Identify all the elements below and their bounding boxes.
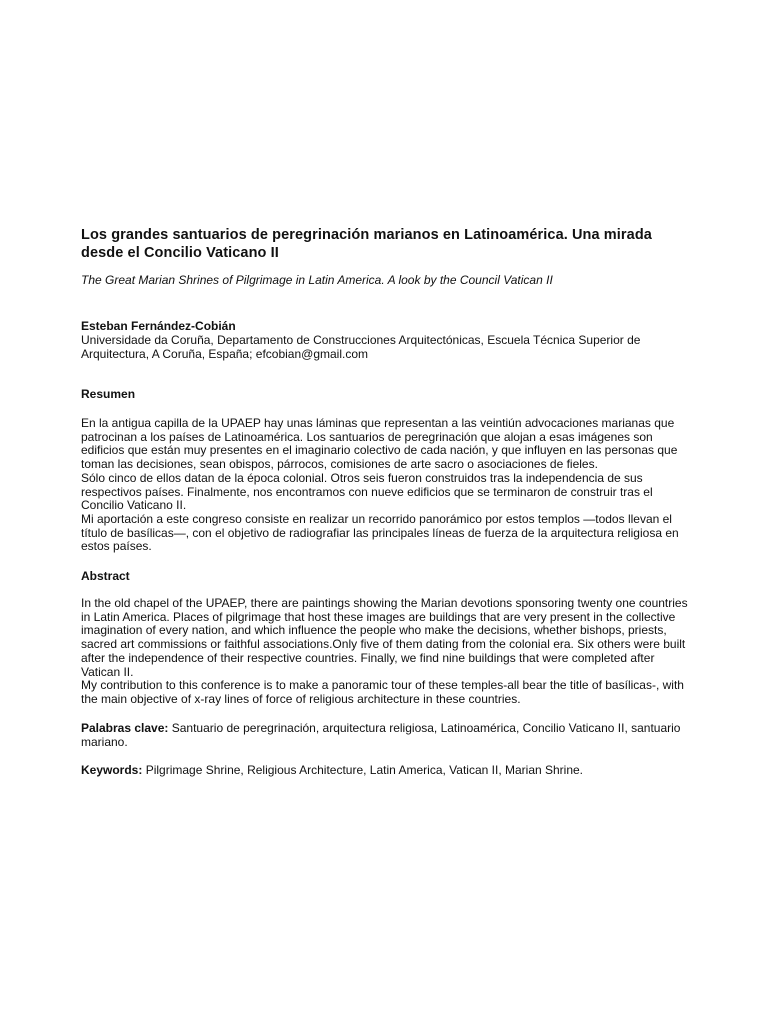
author-affiliation: Universidade da Coruña, Departamento de Construcciones Arquitectónicas, Escuela Técnica Superior de Arquitectura, A Coruña, España; efcobian@gmail.com bbox=[81, 333, 641, 361]
abstract-paragraph-2: My contribution to this conference is to make a panoramic tour of these temples-all bear the title of basílicas-, with the main objective of x-ray lines of force of religious architecture in these countries. bbox=[81, 678, 684, 706]
resumen-paragraph-2: Sólo cinco de ellos datan de la época colonial. Otros seis fueron construidos tras la independencia de sus respectivos países. Finalmente, nos encontramos con nueve edificios que se terminaron de construir tras el Concilio Vaticano II. bbox=[81, 470, 653, 513]
resumen-section bbox=[81, 387, 691, 554]
keywords-label: Keywords: bbox=[81, 762, 143, 777]
keywords bbox=[81, 763, 691, 777]
resumen-paragraph-1: En la antigua capilla de la UPAEP hay unas láminas que representan a las veintiún advocaciones marianas que patrocinan a los países de Latinoamérica. Los santuarios de peregrinación que alojan a esas imágenes son edificios que están muy presentes en el imaginario colectivo de cada nación, y que influyen en las personas que toman las decisiones, sean obispos, párrocos, comisiones de arte sacro o asociaciones de fieles. bbox=[81, 416, 678, 472]
resumen-paragraph-3: Mi aportación a este congreso consiste en realizar un recorrido panorámico por estos templos —todos llevan el título de basílicas—, con el objetivo de radiografiar las principales líneas de fuerza de la arquitectura religiosa en estos países. bbox=[81, 511, 679, 554]
paper-subtitle: The Great Marian Shrines of Pilgrimage in Latin America. A look by the Council Vatican II bbox=[81, 273, 553, 287]
abstract-heading: Abstract bbox=[81, 569, 130, 584]
paper-page bbox=[81, 226, 691, 777]
palabras-clave-text: Santuario de peregrinación, arquitectura religiosa, Latinoamérica, Concilio Vaticano II, santuario mariano. bbox=[81, 720, 681, 749]
abstract-paragraph-1: In the old chapel of the UPAEP, there are paintings showing the Marian devotions sponsoring twenty one countries in Latin America. Places of pilgrimage that host these images are buildings that are very present in the collective imagination of every nation, and which influence the people who make the decisions, whether bishops, priests, sacred art commissions or faithful associations.Only five of them dating from the colonial era. Six others were built after the independence of their respective countries. Finally, we find nine buildings that were completed after Vatican II. bbox=[81, 596, 688, 679]
abstract-section bbox=[81, 569, 691, 707]
author-name: Esteban Fernández-Cobián bbox=[81, 319, 236, 333]
keywords-text: Pilgrimage Shrine, Religious Architecture, Latin America, Vatican II, Marian Shrine. bbox=[145, 762, 584, 777]
palabras-clave-label: Palabras clave: bbox=[81, 720, 169, 735]
resumen-heading: Resumen bbox=[81, 387, 136, 401]
palabras-clave bbox=[81, 721, 691, 749]
paper-title: Los grandes santuarios de peregrinación marianos en Latinoamérica. Una mirada desde el Concilio Vaticano II bbox=[81, 227, 652, 261]
author-block bbox=[81, 319, 691, 361]
